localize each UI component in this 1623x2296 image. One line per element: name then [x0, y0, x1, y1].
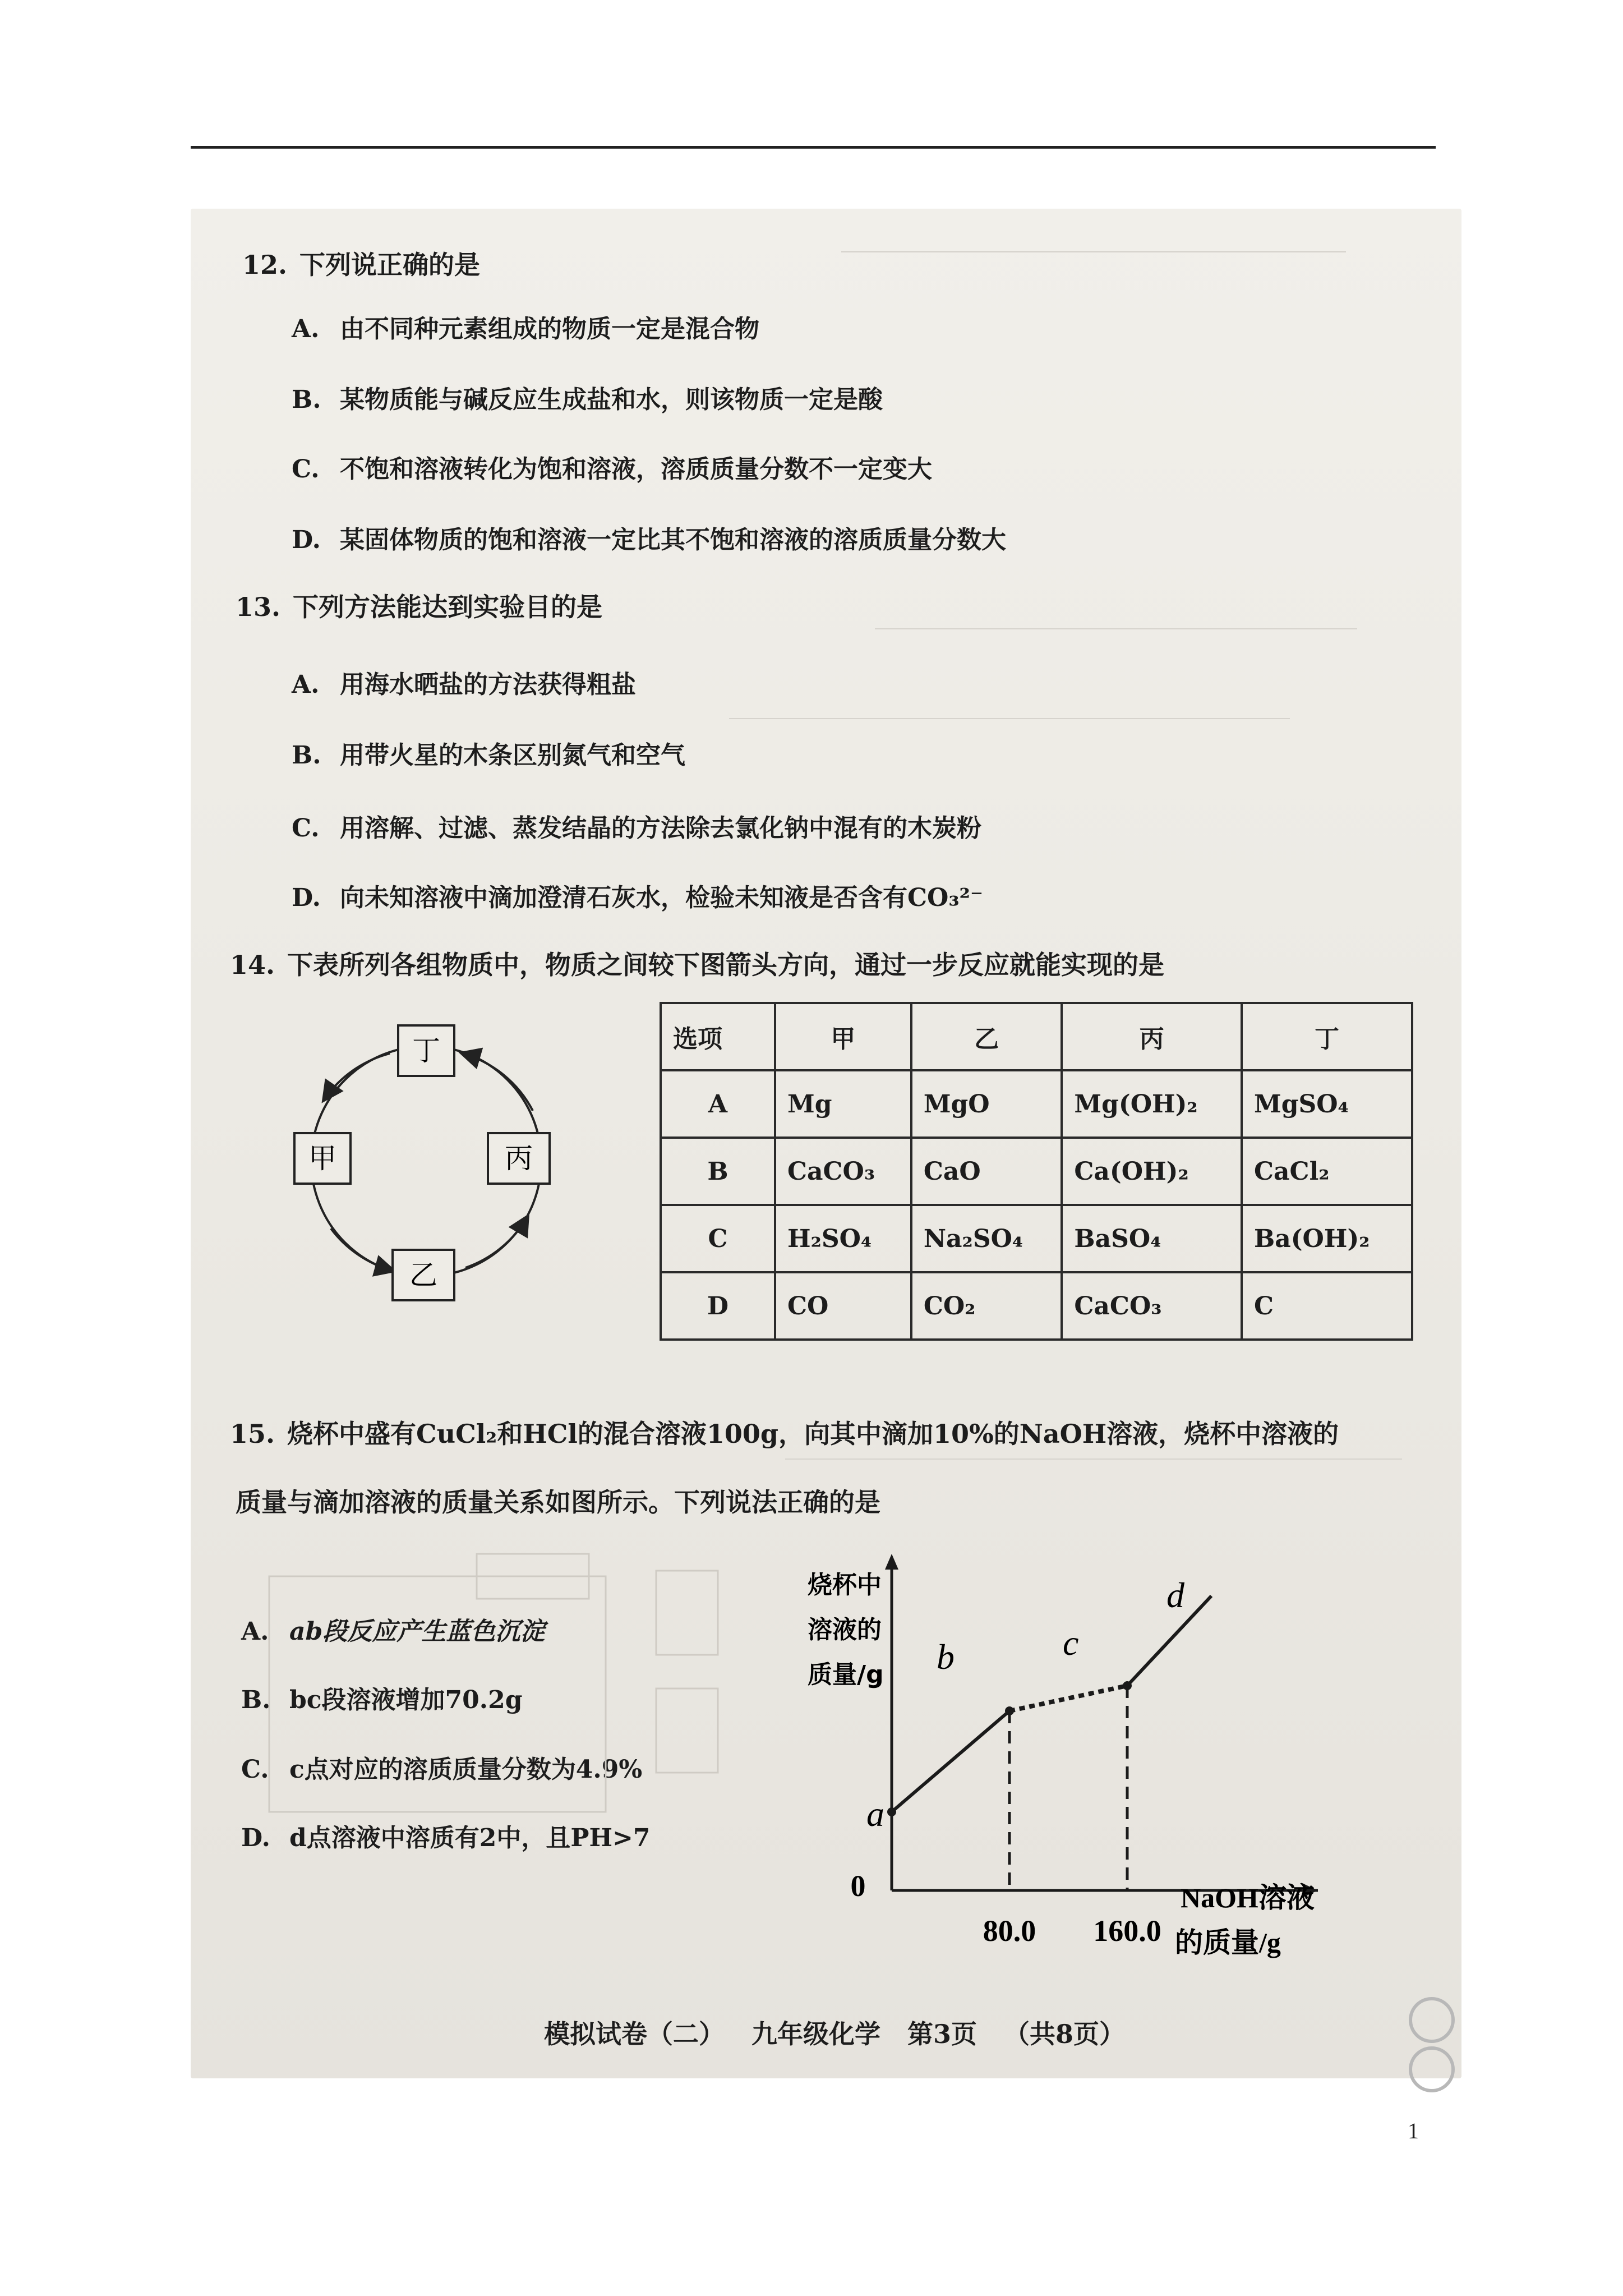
- point-c: [1123, 1681, 1132, 1690]
- y-axis-label: [808, 1571, 890, 1689]
- page-footer: [544, 2014, 1152, 2051]
- option-letter: B.: [292, 741, 321, 770]
- table-row: [661, 1070, 1412, 1138]
- footer-paper: 模拟试卷（二）: [544, 2019, 725, 2049]
- question-stem: 下表所列各组物质中，物质之间较下图箭头方向，通过一步反应就能实现的是: [287, 950, 1165, 980]
- table-header-cell: 乙: [911, 1003, 1062, 1070]
- option-text: 用海水晒盐的方法获得粗盐: [340, 670, 636, 699]
- table-cell: CO: [775, 1272, 911, 1340]
- segment-bc: [1009, 1686, 1127, 1711]
- tick-label-80: 80.0: [983, 1914, 1036, 1948]
- option-letter: D.: [292, 526, 321, 554]
- table-cell: CaCO₃: [1062, 1272, 1242, 1340]
- question-stem: 下列方法能达到实验目的是: [293, 592, 603, 622]
- bleed-through-line: [729, 718, 1290, 719]
- bleed-through-line: [785, 1458, 1402, 1460]
- table-header-cell: 选项: [661, 1003, 775, 1070]
- point-label-a: a: [866, 1794, 884, 1834]
- footer-total: （共8页）: [1004, 2019, 1126, 2049]
- arrow-yi-to-bing: [465, 1217, 527, 1268]
- option-text: 由不同种元素组成的物质一定是混合物: [340, 315, 759, 343]
- option-text: bc段溶液增加70.2g: [289, 1686, 523, 1714]
- label-jia: 甲: [308, 1142, 336, 1175]
- footer-subject: 九年级化学: [751, 2019, 880, 2049]
- y-axis-label-line: 质量/g: [808, 1660, 884, 1689]
- option-letter: A.: [241, 1617, 269, 1646]
- table-row: [661, 1138, 1412, 1205]
- table-row: [661, 1205, 1412, 1272]
- option-letter: A.: [292, 670, 320, 699]
- option-text: 某物质能与碱反应生成盐和水，则该物质一定是酸: [340, 385, 883, 414]
- option-text: ab段反应产生蓝色沉淀: [289, 1617, 545, 1646]
- question-number: 12.: [242, 250, 288, 280]
- table-cell: A: [661, 1070, 775, 1138]
- question-number: 14.: [230, 950, 275, 980]
- question-13: [236, 587, 602, 624]
- table-header-row: [661, 1003, 1412, 1070]
- page-number: 1: [1408, 2118, 1419, 2143]
- table-header-cell: 甲: [775, 1003, 911, 1070]
- table-cell: CaCl₂: [1242, 1138, 1412, 1205]
- point-a: [887, 1807, 896, 1816]
- option-letter: D.: [292, 884, 321, 912]
- question-number: 15.: [230, 1419, 275, 1449]
- question-15: [230, 1414, 1339, 1451]
- header-rule: [191, 146, 1436, 149]
- table-cell: Ca(OH)₂: [1062, 1138, 1242, 1205]
- reaction-cycle-diagram: [280, 1015, 594, 1318]
- question-12: [242, 245, 480, 282]
- q13-option-d: [292, 877, 983, 913]
- x-axis-label-line: NaOH溶液: [1181, 1882, 1315, 1913]
- y-axis-label-line: 溶液的: [808, 1616, 882, 1644]
- table-cell: B: [661, 1138, 775, 1205]
- table-cell: H₂SO₄: [775, 1205, 911, 1272]
- table-cell: BaSO₄: [1062, 1205, 1242, 1272]
- question-15-line-2: [236, 1482, 880, 1519]
- bleed-through-line: [841, 251, 1346, 252]
- option-letter: A.: [292, 315, 320, 343]
- tick-label-160: 160.0: [1093, 1914, 1161, 1948]
- bleed-through-apparatus: [264, 1548, 729, 1818]
- question-stem-line-2: 质量与滴加溶液的质量关系如图所示。下列说法正确的是: [236, 1487, 880, 1517]
- scan-mark-icon: [1409, 2046, 1455, 2092]
- option-letter: D.: [241, 1824, 270, 1852]
- table-row: [661, 1272, 1412, 1340]
- question-stem: 下列说正确的是: [299, 250, 481, 280]
- scan-mark-icon: [1409, 1997, 1455, 2043]
- table-cell: MgSO₄: [1242, 1070, 1412, 1138]
- arrow-bing-to-ding: [463, 1053, 533, 1111]
- option-letter: B.: [292, 385, 321, 414]
- table-cell: MgO: [911, 1070, 1062, 1138]
- option-text: 向未知溶液中滴加澄清石灰水，检验未知液是否含有CO₃²⁻: [340, 884, 984, 912]
- x-axis-label-line: 的质量/g: [1175, 1927, 1281, 1958]
- table-cell: C: [1242, 1272, 1412, 1340]
- table-cell: Ba(OH)₂: [1242, 1205, 1412, 1272]
- table-cell: C: [661, 1205, 775, 1272]
- table-cell: Na₂SO₄: [911, 1205, 1062, 1272]
- q12-option-b: [292, 379, 883, 415]
- point-b: [1005, 1706, 1014, 1715]
- bleed-through-line: [875, 628, 1357, 629]
- point-label-c: c: [1063, 1623, 1079, 1663]
- q15-option-d: [241, 1818, 651, 1853]
- point-label-b: b: [937, 1637, 955, 1677]
- point-label-d: d: [1166, 1575, 1184, 1615]
- q14-options-table: [660, 1002, 1413, 1341]
- option-text: 某固体物质的饱和溶液一定比其不饱和溶液的溶质质量分数大: [340, 526, 1006, 554]
- q13-option-a: [292, 664, 636, 700]
- option-text: 不饱和溶液转化为饱和溶液，溶质质量分数不一定变大: [340, 455, 932, 484]
- table-header-cell: 丙: [1062, 1003, 1242, 1070]
- y-axis-arrow: [885, 1554, 898, 1570]
- mass-relationship-chart: [774, 1548, 1346, 1980]
- table-cell: D: [661, 1272, 775, 1340]
- option-letter: C.: [241, 1755, 269, 1784]
- label-ding: 丁: [412, 1034, 440, 1067]
- table-cell: CaO: [911, 1138, 1062, 1205]
- label-yi: 乙: [409, 1259, 437, 1291]
- origin-label: 0: [850, 1869, 866, 1903]
- q12-option-a: [292, 309, 759, 344]
- option-text: 用溶解、过滤、蒸发结晶的方法除去氯化钠中混有的木炭粉: [340, 814, 981, 843]
- y-axis-label-line: 烧杯中: [808, 1571, 882, 1599]
- x-axis-label: [1175, 1882, 1321, 1958]
- label-bing: 丙: [505, 1142, 533, 1175]
- q12-option-c: [292, 449, 932, 485]
- question-14: [230, 945, 1164, 982]
- segment-ab: [892, 1711, 1009, 1812]
- arrow-jia-to-yi: [331, 1228, 393, 1271]
- q13-option-b: [292, 735, 685, 771]
- option-text: 用带火星的木条区别氮气和空气: [340, 741, 685, 770]
- table-cell: CO₂: [911, 1272, 1062, 1340]
- table-cell: CaCO₃: [775, 1138, 911, 1205]
- question-number: 13.: [236, 592, 281, 622]
- question-stem-line-1: 烧杯中盛有CuCl₂和HCl的混合溶液100g，向其中滴加10%的NaOH溶液，烧杯中溶液的: [287, 1419, 1339, 1449]
- footer-page: 第3页: [907, 2019, 978, 2049]
- table-cell: Mg(OH)₂: [1062, 1070, 1242, 1138]
- option-text: c点对应的溶质质量分数为4.9%: [289, 1755, 643, 1784]
- q13-option-c: [292, 808, 981, 844]
- q12-option-d: [292, 519, 1006, 555]
- option-letter: B.: [241, 1686, 271, 1714]
- table-header-cell: 丁: [1242, 1003, 1412, 1070]
- option-text: d点溶液中溶质有2中，且PH>7: [289, 1824, 651, 1852]
- option-letter: C.: [292, 814, 320, 843]
- option-letter: C.: [292, 455, 320, 484]
- table-cell: Mg: [775, 1070, 911, 1138]
